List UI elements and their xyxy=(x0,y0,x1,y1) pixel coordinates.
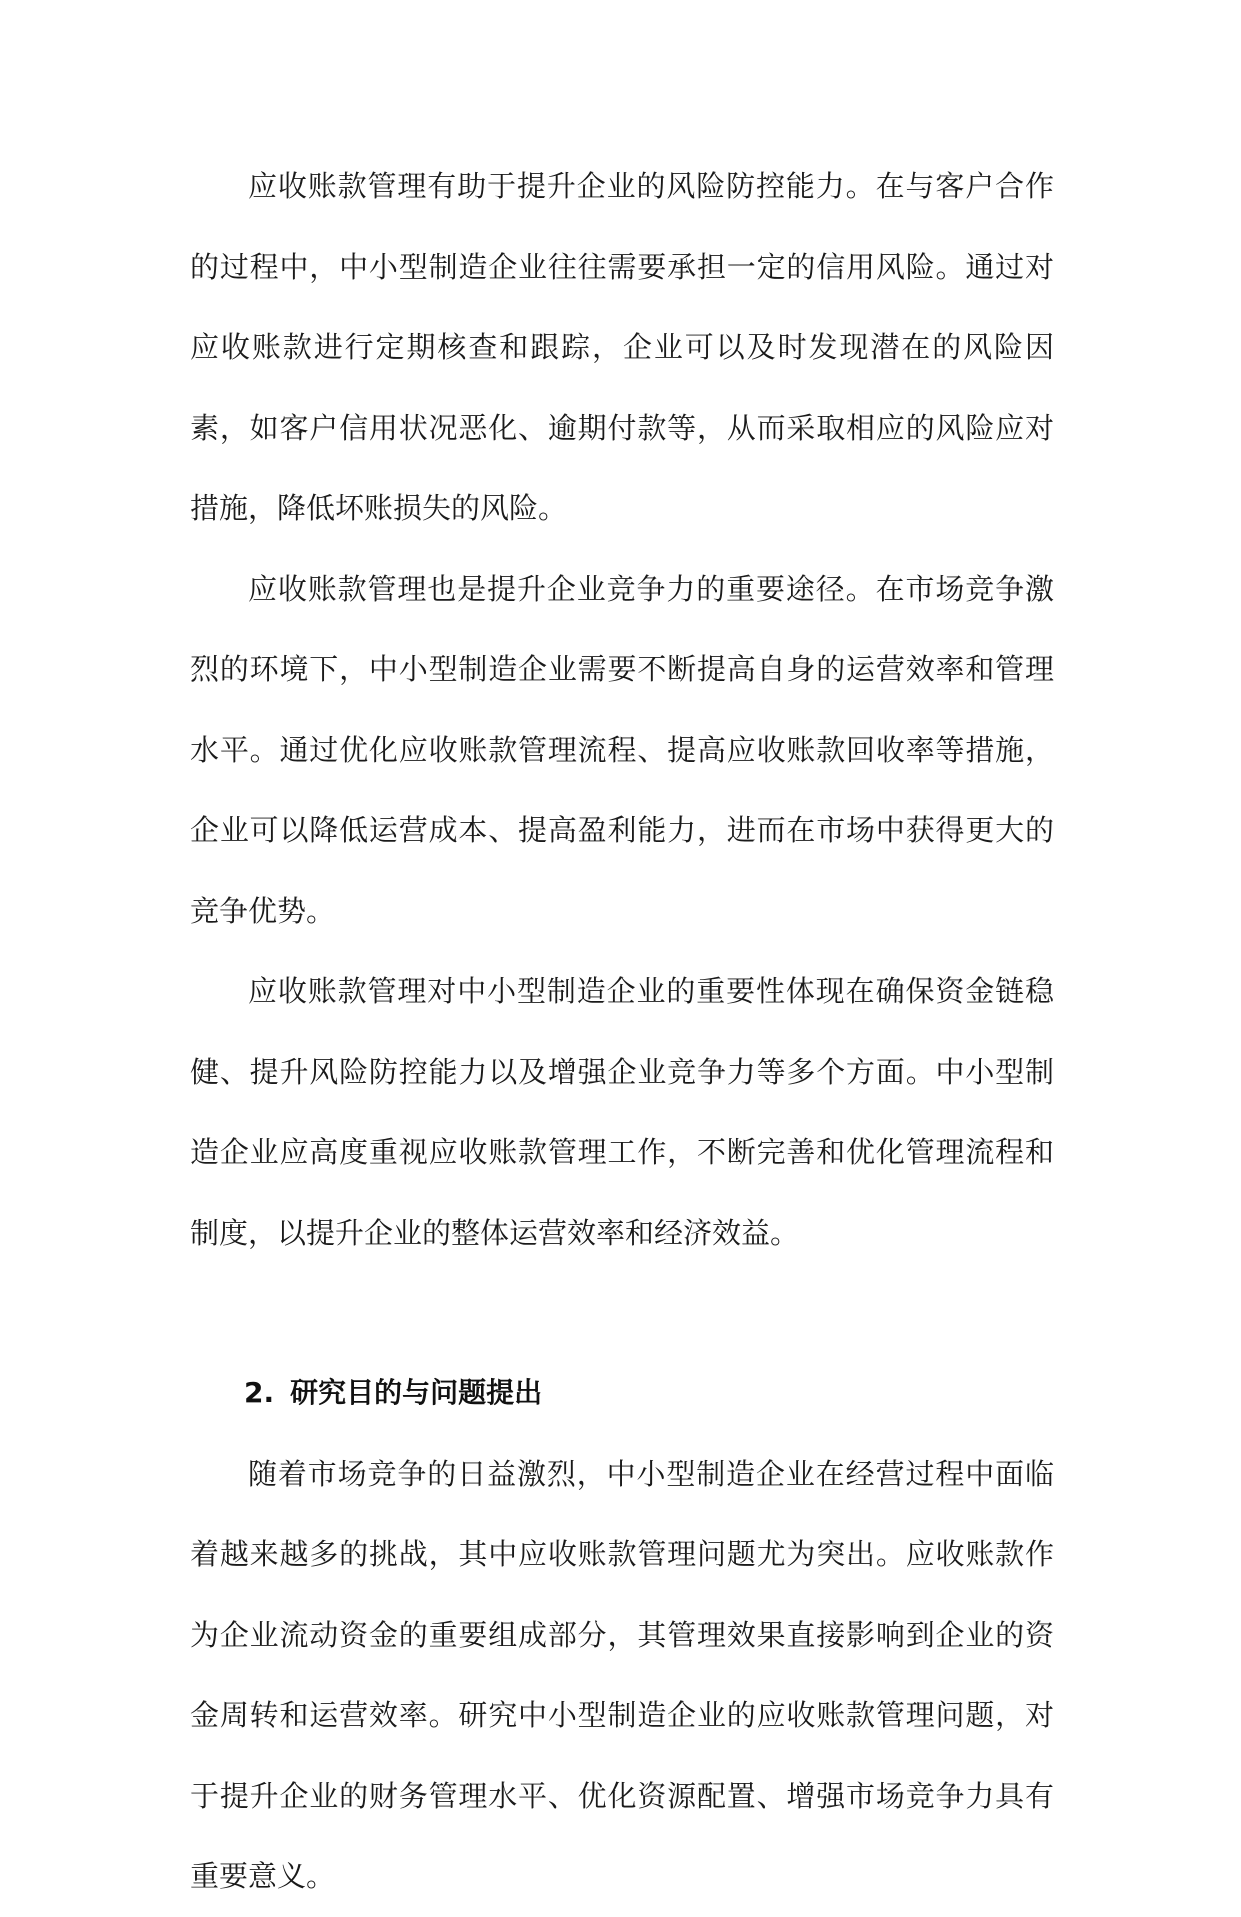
paragraph-risk-control: 应收账款管理有助于提升企业的风险防控能力。在与客户合作的过程中，中小型制造企业往往需要承担一定的信用风险。通过对应收账款进行定期核查和跟踪，企业可以及时发现潜在的风险因素，如客户信用状况恶化、逾期付款等，从而采取相应的风险应对措施，降低坏账损失的风险。 xyxy=(190,169,1054,525)
section-title: 研究目的与问题提出 xyxy=(290,1376,543,1409)
paragraph-competitiveness: 应收账款管理也是提升企业竞争力的重要途径。在市场竞争激烈的环境下，中小型制造企业需要不断提高自身的运营效率和管理水平。通过优化应收账款管理流程、提高应收账款回收率等措施，企业可以降低运营成本、提高盈利能力，进而在市场中获得更大的竞争优势。 xyxy=(190,571,1054,928)
section-heading xyxy=(190,1353,1054,1434)
paragraph-importance-summary: 应收账款管理对中小型制造企业的重要性体现在确保资金链稳健、提升风险防控能力以及增强企业竞争力等多个方面。中小型制造企业应高度重视应收账款管理工作，不断完善和优化管理流程和制度，以提升企业的整体运营效率和经济效益。 xyxy=(190,974,1054,1250)
paragraph-research-purpose: 随着市场竞争的日益激烈，中小型制造企业在经营过程中面临着越来越多的挑战，其中应收账款管理问题尤为突出。应收账款作为企业流动资金的重要组成部分，其管理效果直接影响到企业的资金周转和运营效率。研究中小型制造企业的应收账款管理问题，对于提升企业的财务管理水平、优化资源配置、增强市场竞争力具有重要意义。 xyxy=(190,1456,1054,1893)
section-number: 2. xyxy=(244,1376,275,1409)
document-body xyxy=(190,146,1054,1917)
